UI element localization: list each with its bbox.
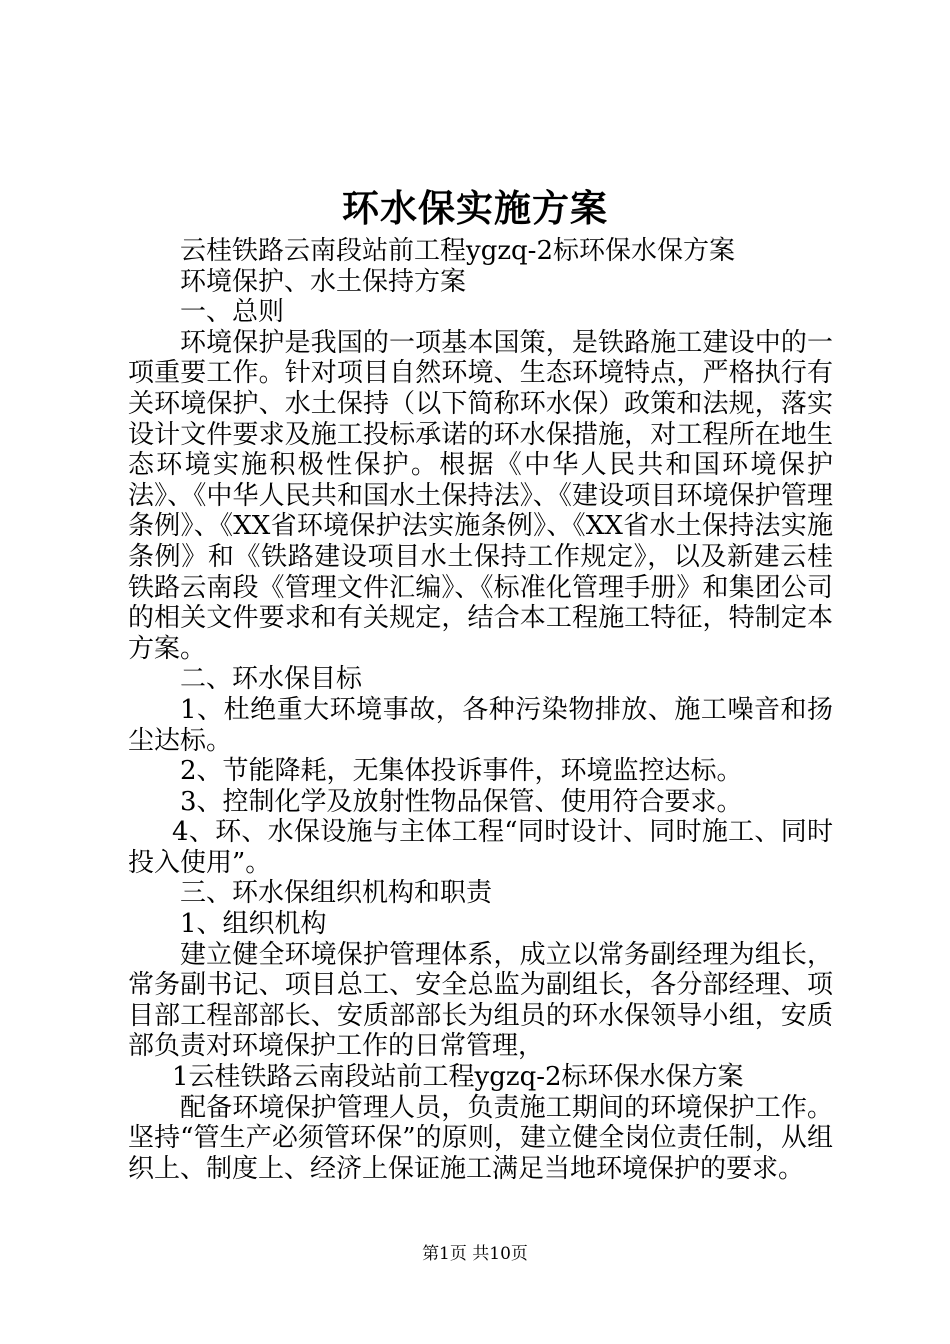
list-item: 4、环、水保设施与主体工程“同时设计、同时施工、同时投入使用”。 [128,817,833,878]
section-heading: 三、环水保组织机构和职责 [180,878,493,909]
list-item: 1、杜绝重大环境事故，各种污染物排放、施工噪音和扬尘达标。 [128,694,833,756]
subtitle-line: 云桂铁路云南段站前工程ygzq-2标环保水保方案 [180,236,736,266]
running-header-line: 1云桂铁路云南段站前工程ygzq-2标环保水保方案 [172,1062,744,1093]
document-title: 环水保实施方案 [342,186,608,230]
section-heading: 一、总则 [180,297,285,328]
list-item: 2、节能降耗，无集体投诉事件，环境监控达标。 [180,756,743,787]
document-body [128,236,833,1184]
page-indicator: 第1页 共10页 [422,1244,528,1264]
body-paragraph: 环境保护是我国的一项基本国策，是铁路施工建设中的一项重要工作。针对项目自然环境、生态环境特点，严格执行有关环境保护、水土保持（以下简称环水保）政策和法规，落实设计文件要求及施工投标承诺的环水保措施，对工程所在地生态环境实施积极性保护。根据《中华人民共和国环境保护法》、《中华人民共和国水土保持法》、《建设项目环境保护管理条例》、《XX省环境保护法实施条例》、《XX省水土保持法实施条例》和《铁路建设项目水土保持工作规定》，以及新建云桂铁路云南段《管理文件汇编》、《标准化管理手册》和集团公司的相关文件要求和有关规定，结合本工程施工特征，特制定本方案。 [128,327,833,664]
section-heading: 二、环水保目标 [180,664,363,695]
body-paragraph: 配备环境保护管理人员，负责施工期间的环境保护工作。坚持“管生产必须管环保”的原则，建立健全岗位责任制，从组织上、制度上、经济上保证施工满足当地环境保护的要求。 [128,1092,833,1184]
body-paragraph: 建立健全环境保护管理体系，成立以常务副经理为组长，常务副书记、项目总工、安全总监为副组长，各分部经理、项目部工程部部长、安质部部长为组员的环水保领导小组，安质部负责对环境保护工作的日常管理， [128,939,833,1062]
section-heading: 环境保护、水土保持方案 [180,266,467,297]
subsection-heading: 1、组织机构 [180,909,327,940]
list-item: 3、控制化学及放射性物品保管、使用符合要求。 [180,786,743,817]
